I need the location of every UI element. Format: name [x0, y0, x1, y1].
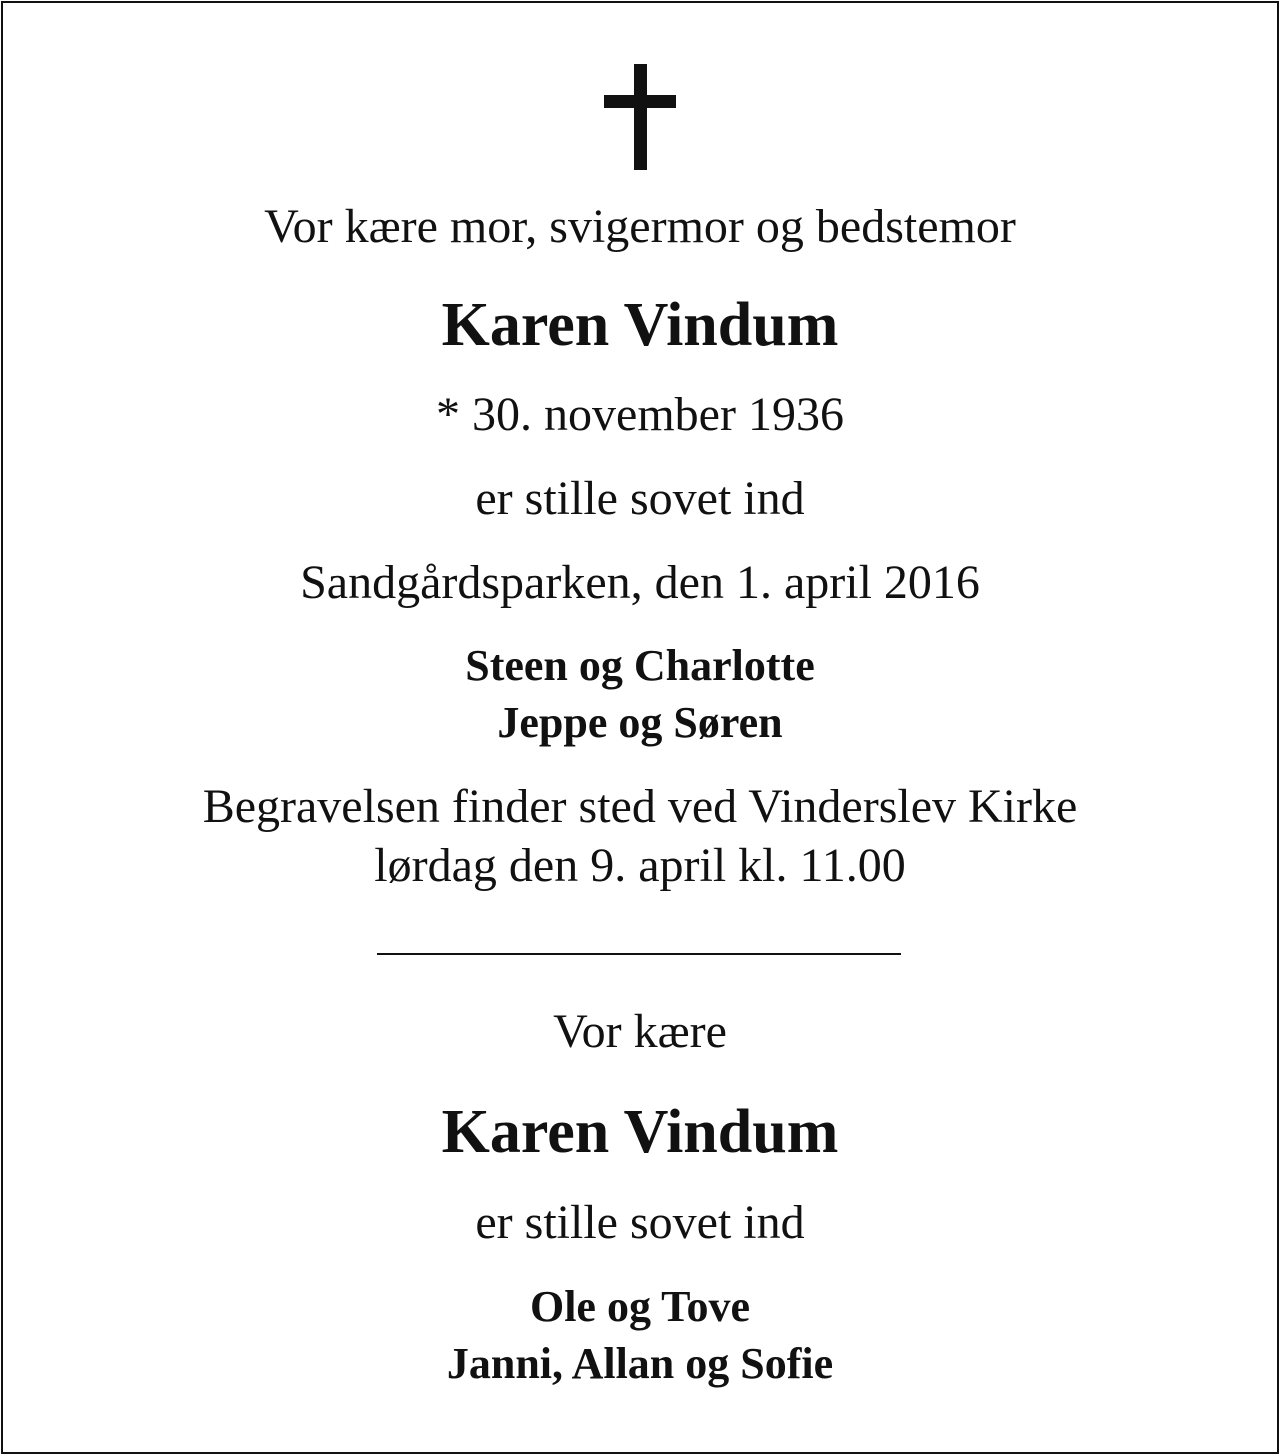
cross-vertical-bar: [634, 64, 647, 170]
family-line-1b: Jeppe og Søren: [497, 698, 783, 747]
family-line-2a: Ole og Tove: [529, 1282, 751, 1331]
funeral-line-a: Begravelsen finder sted ved Vinderslev Kirke: [202, 780, 1078, 833]
intro-line-2: Vor kære: [553, 1005, 727, 1058]
birth-date: * 30. november 1936: [436, 388, 844, 441]
cross-horizontal-bar: [604, 95, 676, 108]
latin-cross-icon: [604, 64, 676, 170]
funeral-line-b: lørdag den 9. april kl. 11.00: [374, 839, 906, 892]
place-and-date: Sandgårdsparken, den 1. april 2016: [300, 556, 980, 609]
passed-line-1: er stille sovet ind: [475, 472, 805, 525]
family-line-1a: Steen og Charlotte: [465, 641, 815, 690]
deceased-name-2: Karen Vindum: [441, 1098, 839, 1166]
divider-line: [377, 953, 901, 955]
deceased-name-1: Karen Vindum: [441, 291, 839, 359]
family-line-2b: Janni, Allan og Sofie: [446, 1339, 834, 1388]
passed-line-2: er stille sovet ind: [475, 1196, 805, 1249]
intro-line-1: Vor kære mor, svigermor og bedstemor: [264, 200, 1016, 253]
